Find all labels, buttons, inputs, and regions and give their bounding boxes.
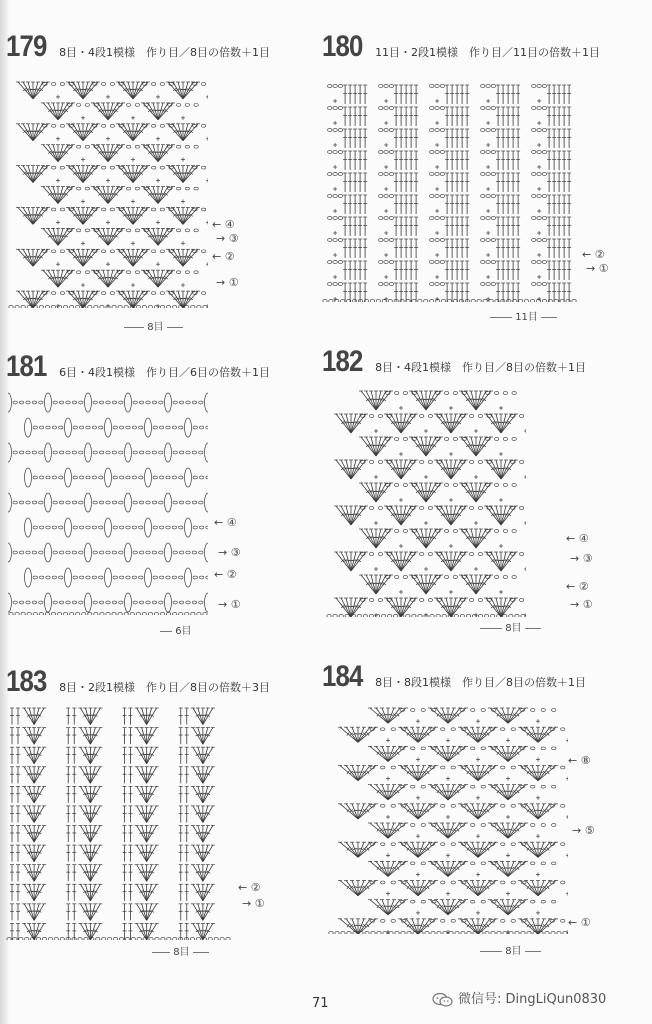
row-marker-label: ⑧ [580,754,591,767]
row-marker-label: ① [580,916,591,929]
row-marker [566,532,589,545]
row-marker [586,262,609,275]
arrow-icon: ← [566,532,576,545]
repeat-label: 11目 [490,308,557,323]
row-marker [568,754,591,767]
pattern-181 [6,350,296,650]
row-marker-label: ② [224,250,235,263]
arrow-icon: ← [582,248,592,261]
arrow-icon: ← [212,218,222,231]
arrow-icon: → [218,598,228,611]
pattern-description: 8目・8段1模様 作り目／8目の倍数＋1目 [375,676,587,689]
row-marker-label: ③ [228,232,239,245]
arrow-icon: ← [568,916,578,929]
wechat-icon [432,992,454,1008]
arrow-icon: ← [238,881,248,894]
repeat-label: 8目 [480,619,541,634]
row-marker [216,232,239,245]
row-marker-label: ④ [578,532,589,545]
crochet-chart [8,78,208,308]
pattern-header [322,345,586,379]
arrow-icon: ← [214,516,224,529]
arrow-icon: ← [568,754,578,767]
row-marker-label: ② [250,881,261,894]
pattern-header [6,665,270,699]
pattern-header [6,350,270,384]
row-marker [570,598,593,611]
row-marker-label: ④ [226,516,237,529]
row-marker [218,598,241,611]
row-marker [212,218,235,231]
row-marker [572,824,595,837]
row-marker-label: ④ [224,218,235,231]
row-marker [582,248,605,261]
row-marker [212,250,235,263]
watermark [432,988,606,1008]
crochet-chart [328,704,568,934]
arrow-icon: ← [212,250,222,263]
pattern-number: 179 [6,30,47,63]
arrow-icon: → [570,598,580,611]
row-marker [570,552,593,565]
pattern-number: 184 [322,660,363,693]
arrow-icon: → [216,232,226,245]
row-marker [238,881,261,894]
row-marker-label: ① [254,897,265,910]
pattern-182 [322,345,642,640]
row-marker [214,568,237,581]
row-marker-label: ① [228,276,239,289]
row-marker-label: ② [594,248,605,261]
pattern-description: 8目・4段1模様 作り目／8目の倍数＋1目 [59,46,271,59]
arrow-icon: → [572,824,582,837]
row-marker [214,516,237,529]
repeat-label: 6目 [160,622,192,637]
row-marker-label: ① [230,598,241,611]
repeat-label: 8目 [124,318,183,333]
arrow-icon: → [218,546,228,559]
crochet-chart [8,390,208,615]
pattern-179 [6,30,286,340]
row-marker [218,546,241,559]
row-marker-label: ③ [582,552,593,565]
row-marker [568,916,591,929]
pattern-description: 8目・2段1模様 作り目／8目の倍数＋3目 [59,681,271,694]
arrow-icon: → [586,262,596,275]
row-marker-label: ③ [230,546,241,559]
pattern-description: 11目・2段1模様 作り目／11目の倍数＋1目 [375,46,601,59]
pattern-description: 6目・4段1模様 作り目／6目の倍数＋1目 [59,366,271,379]
arrow-icon: ← [214,568,224,581]
pattern-183 [6,665,296,965]
arrow-icon: → [216,276,226,289]
row-marker-label: ① [582,598,593,611]
crochet-chart [322,82,577,302]
row-marker [566,580,589,593]
row-marker-label: ② [578,580,589,593]
row-marker-label: ① [598,262,609,275]
pattern-184 [322,660,642,965]
pattern-number: 182 [322,345,363,378]
pattern-number: 181 [6,350,47,383]
arrow-icon: ← [566,580,576,593]
page-number: 71 [312,996,329,1011]
pattern-description: 8目・4段1模様 作り目／8目の倍数＋1目 [375,361,587,374]
pattern-header [322,660,586,694]
pattern-180 [322,30,642,330]
arrow-icon: → [570,552,580,565]
pattern-number: 183 [6,665,47,698]
row-marker [216,276,239,289]
pattern-header [322,30,600,64]
row-marker [242,897,265,910]
pattern-number: 180 [322,30,363,63]
watermark-text: 微信号: DingLiQun0830 [458,992,607,1007]
arrow-icon: → [242,897,252,910]
pattern-header [6,30,270,64]
row-marker-label: ⑤ [584,824,595,837]
repeat-label: 8目 [480,942,541,957]
repeat-label: 8目 [152,943,209,958]
crochet-chart [6,705,231,940]
crochet-chart [326,387,526,617]
row-marker-label: ② [226,568,237,581]
